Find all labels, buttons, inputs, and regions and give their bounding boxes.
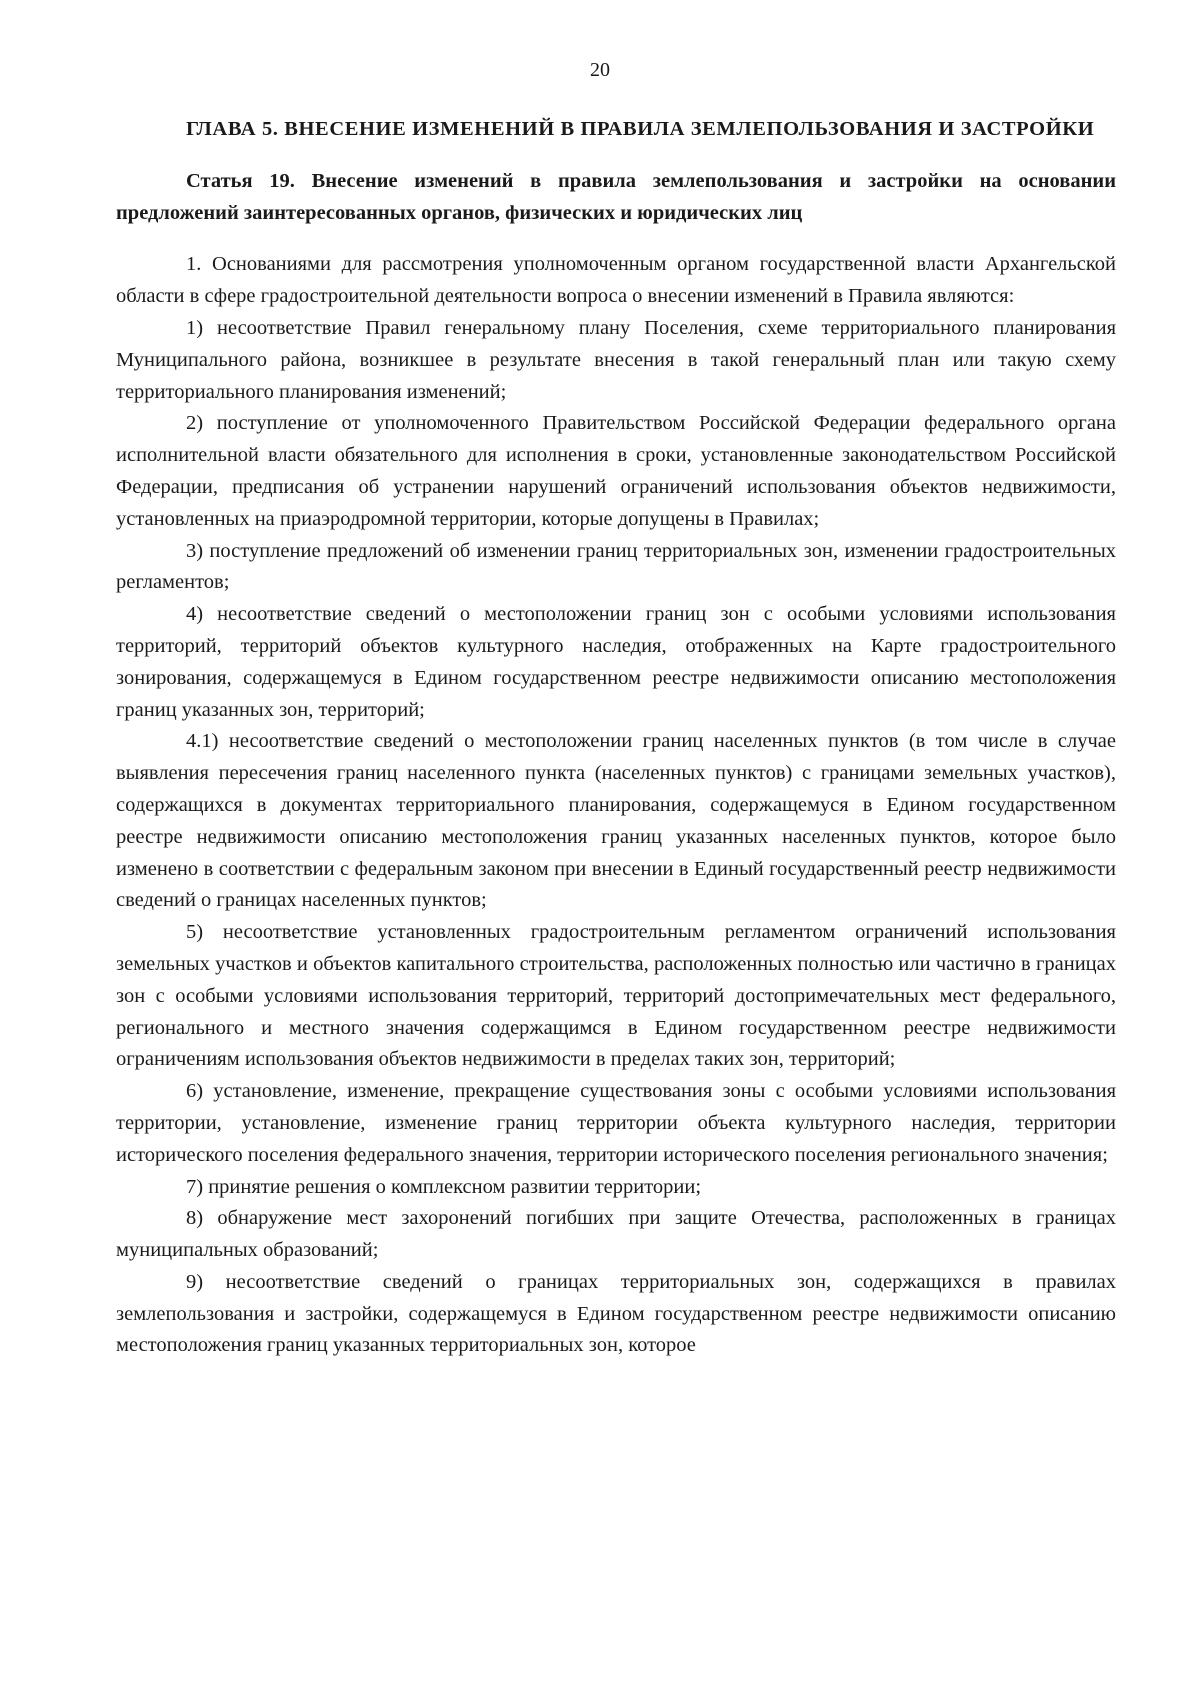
list-item-4: 4) несоответствие сведений о местоположении границ зон с особыми условиями использования территорий, территорий объектов культурного наследия, отображенных на Карте градостроительного зонирования, содержащемуся в Едином государственном реестре недвижимости описанию местоположения границ указанных зон, территорий; — [116, 603, 1116, 721]
paragraph-1: 1. Основаниями для рассмотрения уполномоченным органом государственной власти Архангельской области в сфере градостроительной деятельности вопроса о внесении изменений в Правила являются: — [116, 253, 1116, 308]
list-item-7: 7) принятие решения о комплексном развитии территории; — [186, 1175, 702, 1198]
list-item-6: 6) установление, изменение, прекращение существования зоны с особыми условиями использования территории, установление, изменение границ территории объекта культурного наследия, территории исторического поселения федерального значения, территории исторического поселения регионального значения; — [116, 1080, 1116, 1166]
list-item-4-1: 4.1) несоответствие сведений о местоположении границ населенных пунктов (в том числе в случае выявления пересечения границ населенного пункта (населенных пунктов) с границами земельных участков), содержащихся в документах территориального планирования, содержащемуся в Едином государственном реестре недвижимости описанию местоположения границ указанных населенных пунктов, которое было изменено в соответствии с федеральным законом при внесении в Единый государственный реестр недвижимости сведений о границах населенных пунктов; — [116, 730, 1116, 912]
article-title: Статья 19. Внесение изменений в правила землепользования и застройки на основании предложений заинтересованных органов, физических и юридических лиц — [116, 169, 1116, 224]
list-item-8: 8) обнаружение мест захоронений погибших при защите Отечества, расположенных в границах муниципальных образований; — [116, 1207, 1116, 1262]
list-item-2: 2) поступление от уполномоченного Правительством Российской Федерации федерального органа исполнительной власти обязательного для исполнения в сроки, установленные законодательством Российской Федерации, предписания об устранении нарушений ограничений использования объектов недвижимости, установленных на приаэродромной территории, которые допущены в Правилах; — [116, 412, 1116, 530]
article-text — [116, 249, 1116, 1362]
chapter-title: ГЛАВА 5. ВНЕСЕНИЕ ИЗМЕНЕНИЙ В ПРАВИЛА ЗЕМЛЕПОЛЬЗОВАНИЯ И ЗАСТРОЙКИ — [186, 118, 1095, 140]
list-item-3: 3) поступление предложений об изменении границ территориальных зон, изменении градостроительных регламентов; — [116, 539, 1116, 594]
page-number: 20 — [590, 59, 610, 81]
document-body — [116, 114, 1116, 1362]
list-item-9: 9) несоответствие сведений о границах территориальных зон, содержащихся в правилах землепользования и застройки, содержащемуся в Едином государственном реестре недвижимости описанию местоположения границ указанных территориальных зон, которое — [116, 1270, 1116, 1357]
list-item-5: 5) несоответствие установленных градостроительным регламентом ограничений использования земельных участков и объектов капитального строительства, расположенных полностью или частично в границах зон с особыми условиями использования территорий, территорий достопримечательных мест федерального, регионального и местного значения содержащимся в Едином государственном реестре недвижимости ограничениям использования объектов недвижимости в пределах таких зон, территорий; — [116, 921, 1116, 1071]
list-item-1: 1) несоответствие Правил генеральному плану Поселения, схеме территориального планирования Муниципального района, возникшее в результате внесения в такой генеральный план или такую схему территориального планирования изменений; — [116, 316, 1116, 403]
